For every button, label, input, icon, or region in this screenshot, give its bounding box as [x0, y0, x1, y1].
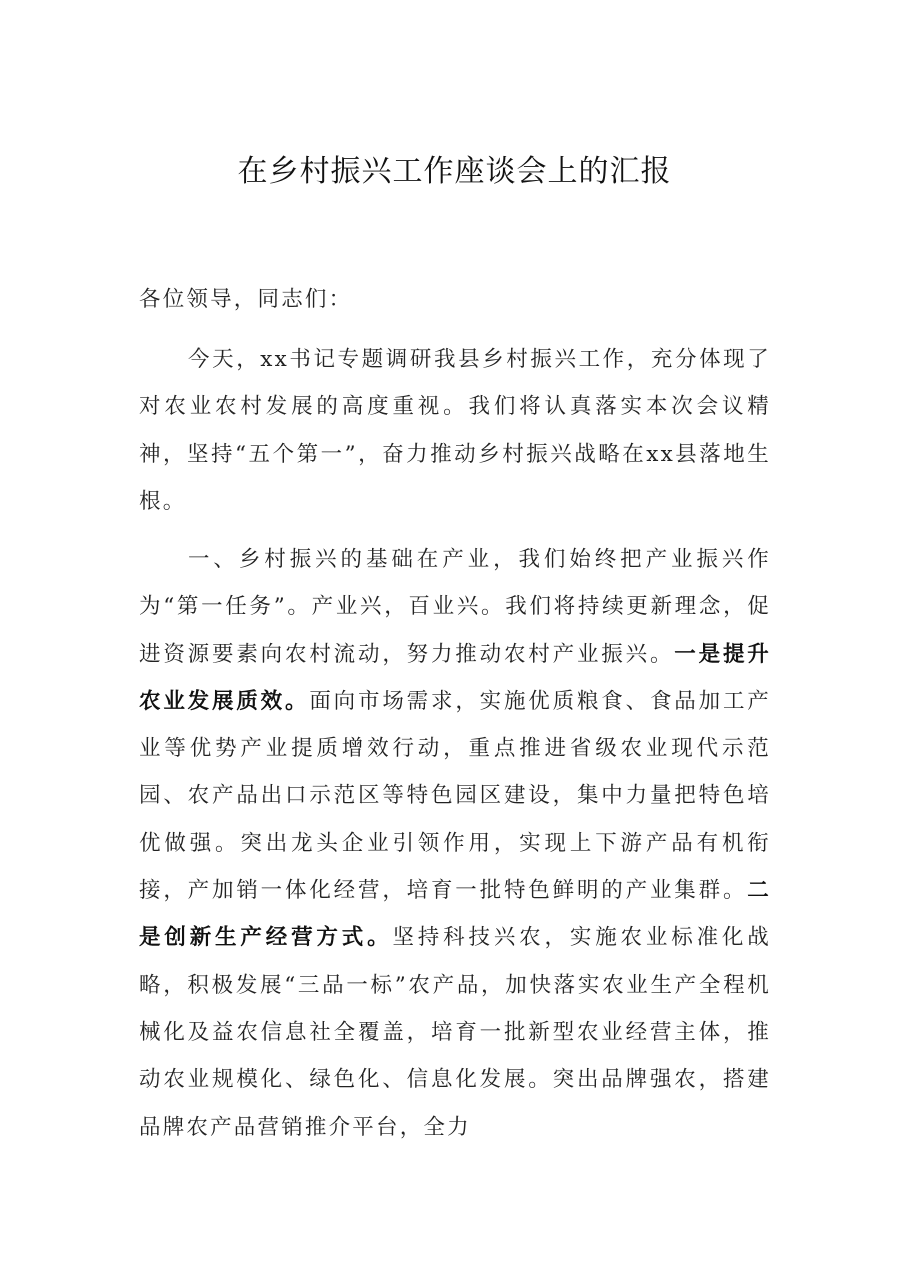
document-title: 在乡村振兴工作座谈会上的汇报 — [237, 154, 672, 189]
point-1-text: 面向市场需求，实施优质粮食、食品加工产业等优势产业提质增效行动，重点推进省级农业现代示范园、农产品出口示范区等特色园区建设，集中力量把特色培优做强。突出龙头企业引领作用，实现上下游产品有机衔接，产加销一体化经营，培育一批特色鲜明的产业集群。 — [139, 688, 771, 904]
point-2-text: 坚持科技兴农，实施农业标准化战略，积极发展“三品一标”农产品，加快落实农业生产全程机械化及益农信息社全覆盖，培育一批新型农业经营主体，推动农业规模化、绿色化、信息化发展。突出品牌强农，搭建品牌农产品营销推介平台，全力 — [139, 925, 771, 1140]
greeting-line: 各位领导，同志们： — [139, 287, 353, 312]
point-1-heading: 一是提升农业发展质效。 — [139, 641, 771, 714]
paragraph-2-intro: 一、乡村振兴的基础在产业，我们始终把产业振兴作为“第一任务”。产业兴，百业兴。我们将持续更新理念，促进资源要素向农村流动，努力推动农村产业振兴。 — [139, 547, 771, 667]
paragraph-2 — [139, 536, 771, 1151]
paragraph-1: 今天，xx书记专题调研我县乡村振兴工作，充分体现了对农业农村发展的高度重视。我们将认真落实本次会议精神，坚持“五个第一”，奋力推动乡村振兴战略在xx县落地生根。 — [139, 347, 771, 514]
point-2-heading: 二是创新生产经营方式。 — [139, 878, 771, 951]
